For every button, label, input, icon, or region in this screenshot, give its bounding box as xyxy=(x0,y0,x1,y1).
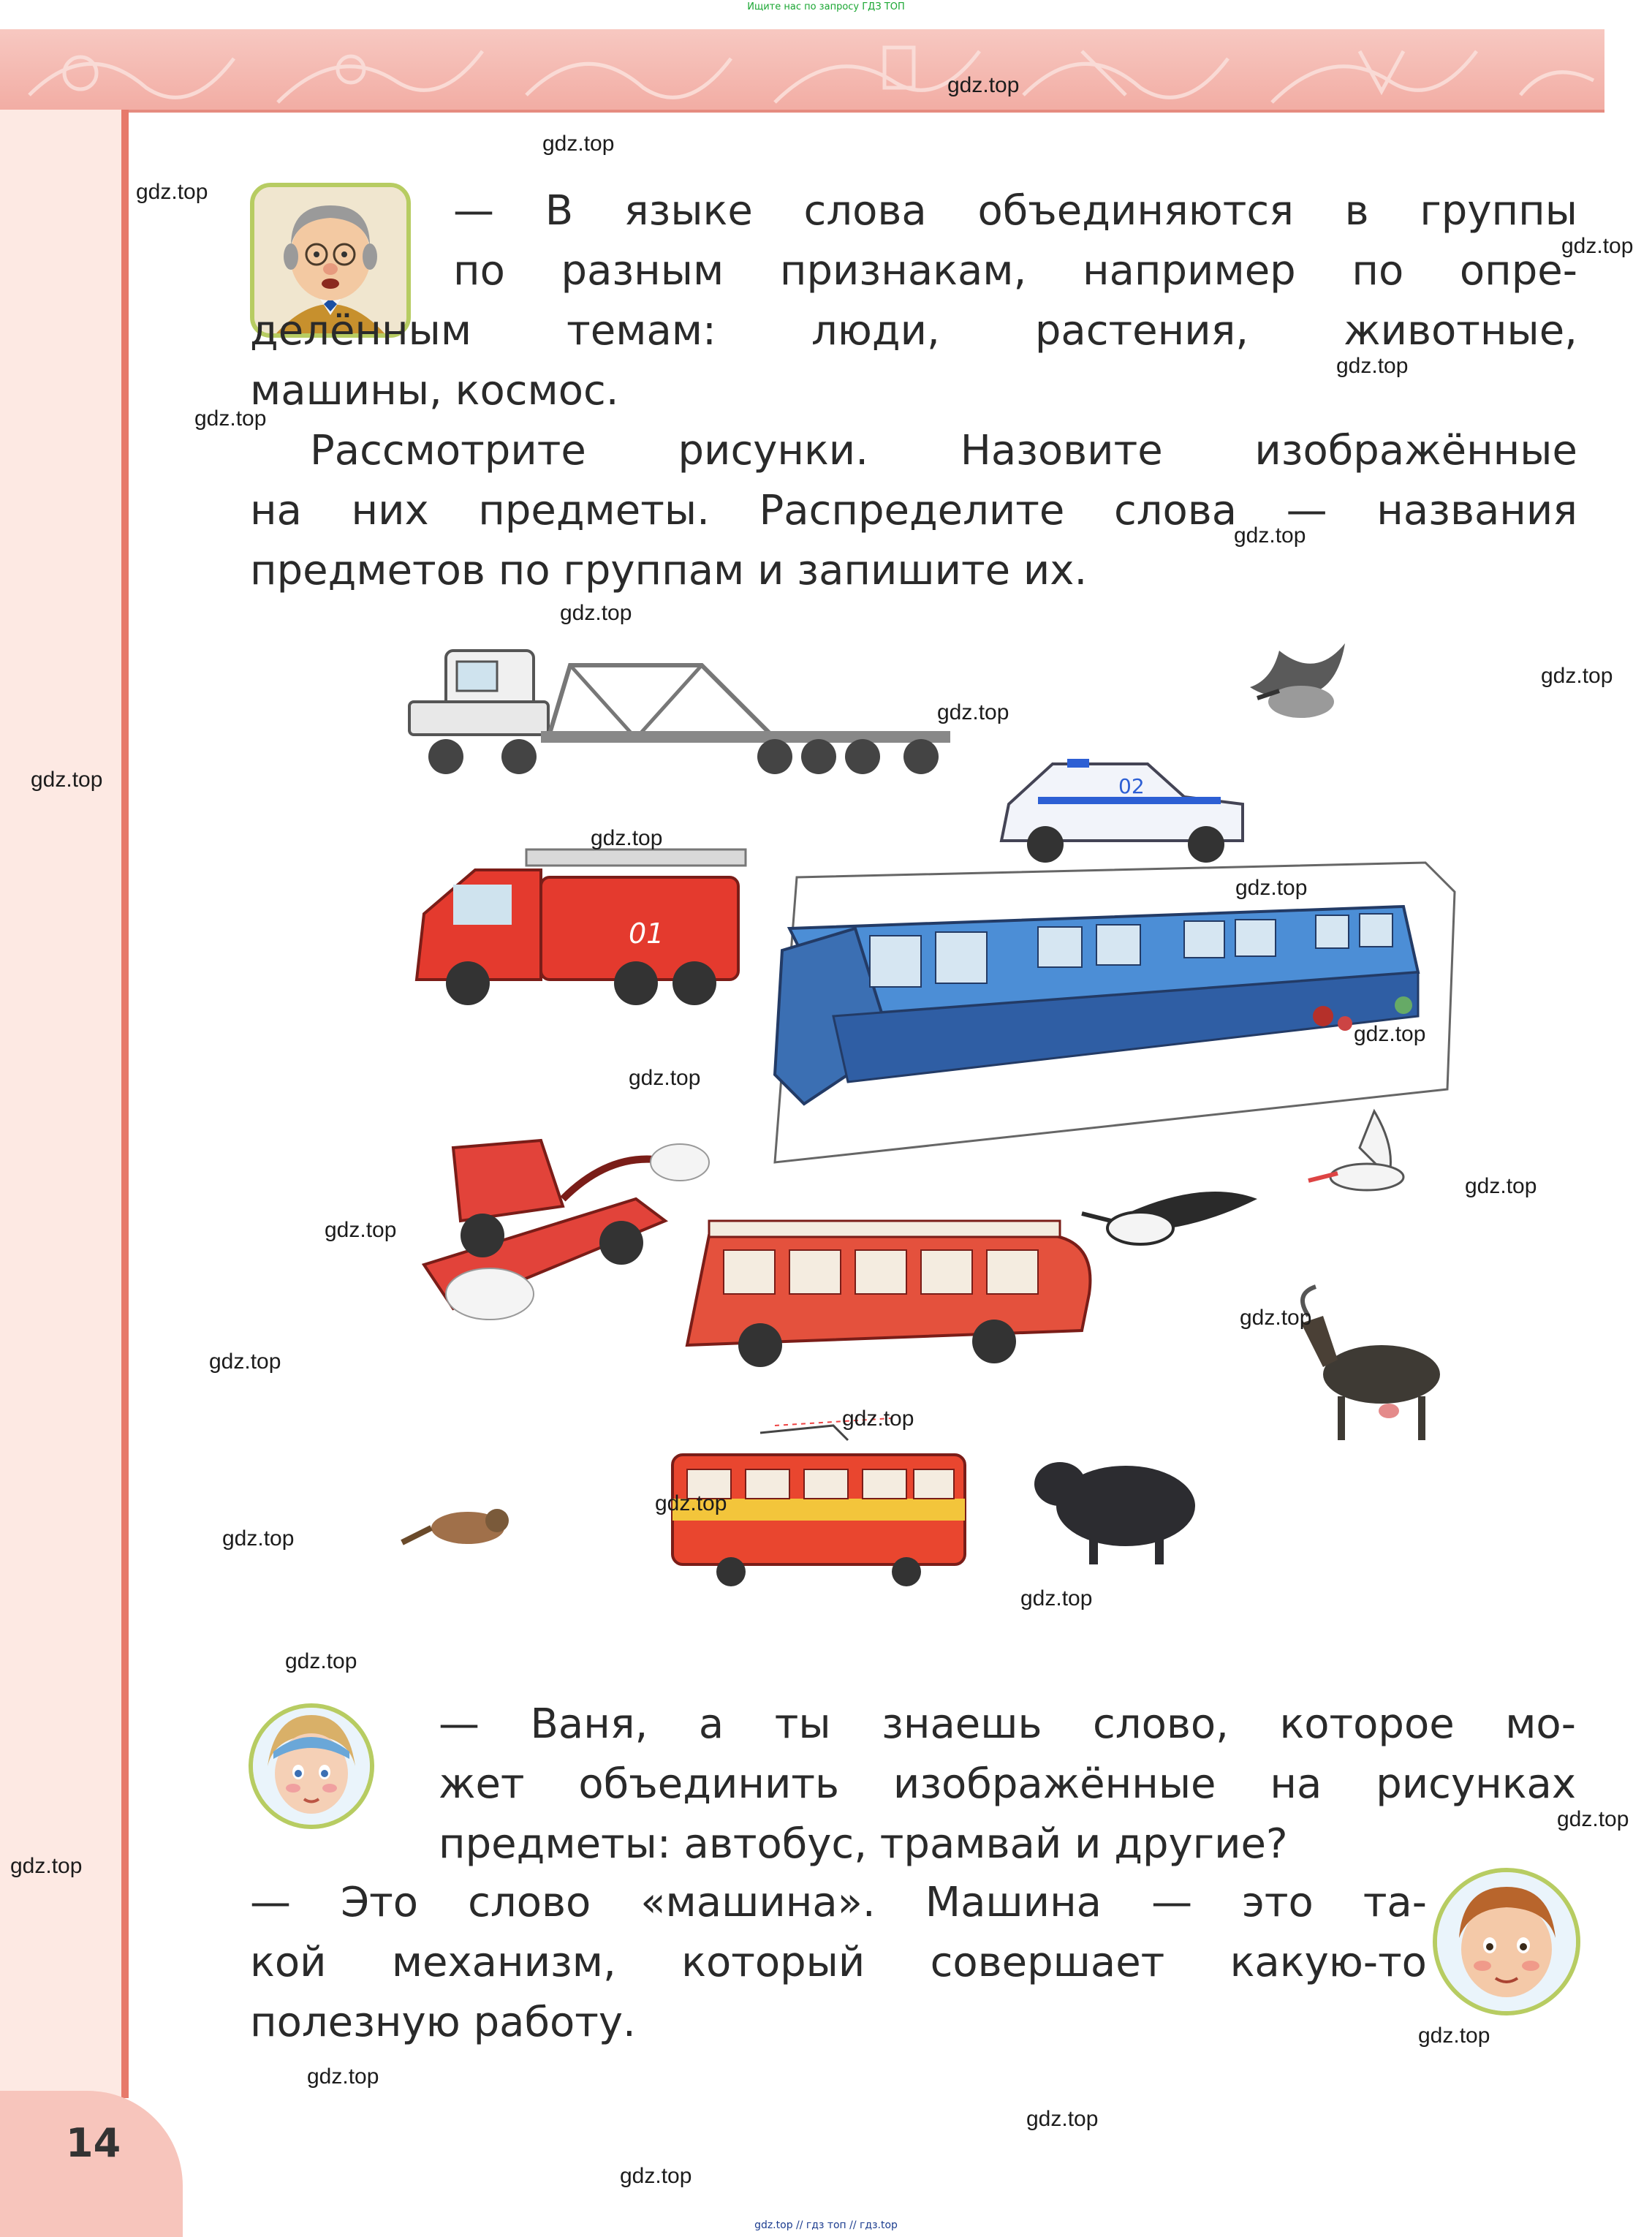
watermark: gdz.top xyxy=(209,1350,281,1374)
watermark: gdz.top xyxy=(1557,1807,1629,1831)
portrait-girl xyxy=(249,1703,374,1829)
snow-plow-icon xyxy=(424,1140,709,1320)
watermark: gdz.top xyxy=(1234,523,1306,548)
sheep-icon xyxy=(1034,1462,1195,1564)
watermark: gdz.top xyxy=(10,1854,83,1878)
header-pattern xyxy=(0,29,1604,110)
goat-icon xyxy=(1301,1287,1440,1440)
watermark: gdz.top xyxy=(1336,354,1409,378)
watermark: gdz.top xyxy=(655,1491,727,1515)
top-search-notice: Ищите нас по запросу ГДЗ ТОП xyxy=(747,1,905,12)
margin-rule xyxy=(121,110,129,2098)
task-line: предметов по группам и запишите их. xyxy=(250,547,1088,594)
boy-icon xyxy=(1437,1872,1576,2011)
task-line: на них предметы. Распределите слова — названия xyxy=(250,487,1577,534)
portrait-boy xyxy=(1433,1868,1580,2015)
intro-paragraph xyxy=(250,181,1577,601)
police-car-icon xyxy=(1001,759,1243,863)
paragraph-line: машины, космос. xyxy=(250,367,619,415)
watermark: gdz.top xyxy=(1561,234,1634,258)
dialog-line: кой механизм, который совершает какую-то xyxy=(250,1939,1427,1986)
watermark: gdz.top xyxy=(31,768,103,792)
watermark: gdz.top xyxy=(1240,1306,1312,1330)
watermark: gdz.top xyxy=(1418,2024,1490,2048)
watermark: gdz.top xyxy=(222,1526,295,1551)
metro-train-icon xyxy=(775,863,1455,1162)
watermark: gdz.top xyxy=(1235,876,1308,900)
dialog-answer xyxy=(250,1873,1427,2053)
paragraph-line: — В языке слова объединяются в группы xyxy=(453,187,1577,235)
watermark: gdz.top xyxy=(620,2164,692,2188)
fire-truck-number: 01 xyxy=(629,917,664,950)
watermark: gdz.top xyxy=(560,601,632,625)
footer-credit: gdz.top // гдз топ // гдз.top xyxy=(754,2219,898,2231)
vehicles-animals-illustration xyxy=(395,636,1477,1667)
decorative-header-band xyxy=(0,29,1604,113)
dialog-question xyxy=(439,1695,1576,1874)
watermark: gdz.top xyxy=(194,406,267,431)
watermark: gdz.top xyxy=(307,2064,379,2089)
fire-truck-icon xyxy=(417,849,746,1005)
watermark: gdz.top xyxy=(285,1649,357,1673)
watermark: gdz.top xyxy=(1026,2107,1099,2131)
watermark: gdz.top xyxy=(1465,1174,1537,1198)
dialog-line: — Ваня, а ты знаешь слово, которое мо- xyxy=(439,1700,1576,1748)
task-line: Рассмотрите рисунки. Назовите изображённые xyxy=(310,427,1577,474)
truck-trailer-icon xyxy=(409,651,950,774)
bus-icon xyxy=(687,1221,1090,1367)
dialog-line: полезную работу. xyxy=(250,1999,636,2046)
dialog-line: жет объединить изображённые на рисунках xyxy=(439,1760,1576,1808)
page-number: 14 xyxy=(66,2120,121,2166)
paragraph-line: по разным признакам, например по опре- xyxy=(453,247,1577,295)
watermark: gdz.top xyxy=(1541,664,1613,688)
watermark: gdz.top xyxy=(325,1218,397,1242)
magpie-icon xyxy=(1082,1192,1257,1244)
sparrow-icon xyxy=(402,1509,509,1544)
paragraph-line: делённым темам: люди, растения, животные, xyxy=(250,307,1577,355)
watermark: gdz.top xyxy=(937,700,1009,724)
dialog-line: предметы: автобус, трамвай и другие? xyxy=(439,1820,1288,1868)
police-car-number: 02 xyxy=(1118,774,1145,798)
watermark: gdz.top xyxy=(629,1066,701,1090)
watermark: gdz.top xyxy=(842,1407,914,1431)
crow-icon xyxy=(1250,643,1345,718)
watermark: gdz.top xyxy=(1020,1586,1093,1610)
watermark: gdz.top xyxy=(1354,1022,1426,1046)
watermark: gdz.top xyxy=(947,73,1020,97)
watermark: gdz.top xyxy=(591,826,663,850)
illustration-canvas xyxy=(395,636,1477,1667)
dialog-line: — Это слово «машина». Машина — это та- xyxy=(250,1879,1427,1926)
watermark: gdz.top xyxy=(136,180,208,204)
watermark: gdz.top xyxy=(542,132,615,156)
girl-icon xyxy=(253,1708,370,1825)
seagull-icon xyxy=(1308,1111,1403,1190)
